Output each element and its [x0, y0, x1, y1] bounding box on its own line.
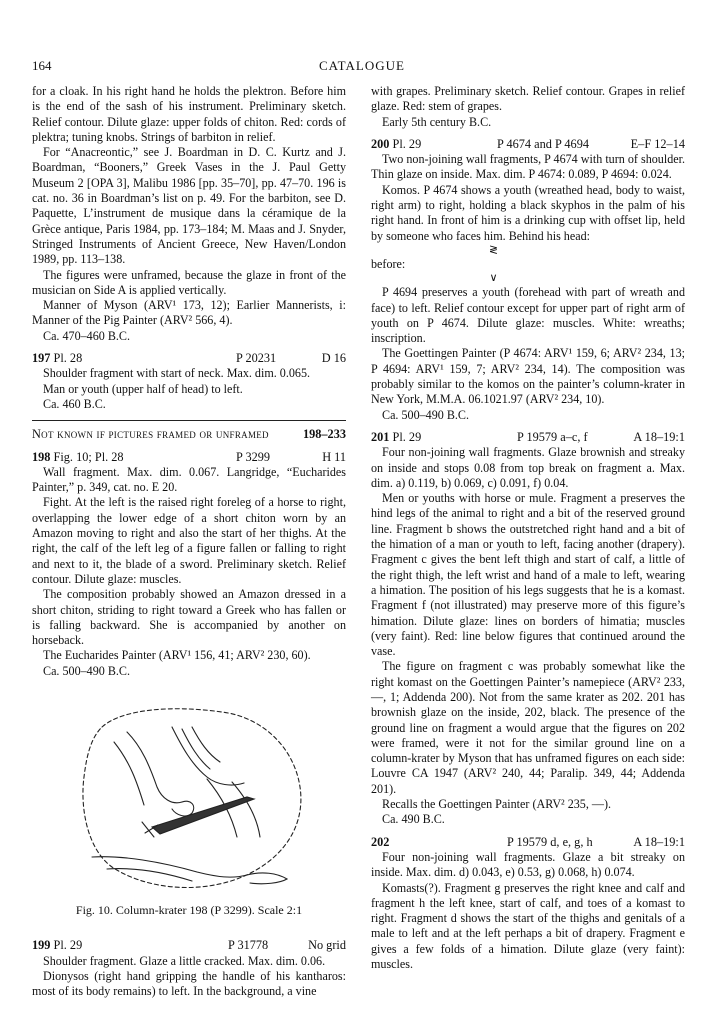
entry-header-202 — [371, 835, 685, 850]
figure-drawing — [32, 687, 346, 897]
page-number: 164 — [32, 58, 52, 73]
inscription-glyph: ≷ — [488, 243, 499, 256]
attribution: Manner of Myson (ARV¹ 173, 12); Earlier Mannerists, i: Manner of the Pig Painter (ARV² 566, 4). — [32, 298, 346, 328]
section-heading — [32, 427, 346, 442]
date: Ca. 500–490 B.C. — [43, 663, 131, 678]
paragraph: Man or youth (upper half of head) to left. — [43, 381, 243, 396]
paragraph: Shoulder fragment. Glaze a little cracked. Max. dim. 0.06. — [43, 953, 326, 968]
sword-blade — [152, 797, 254, 834]
paragraph: Men or youths with horse or mule. Fragment a preserves the hind legs of the animal to right and a bit of the reserved ground line. Fragment b shows the outstretched right hand and a bit of the himation of a man or youth to left, facing another (drapery). Fragment c gives the bent left thigh and start of calf, a little of the right thigh, the left wrist and hand of a male to left, wearing a himation. The position of his legs suggests that he is a komast. Fragment f (not illustrated) may preserve more of this figure’s himation. Dilute glaze: lines on borders of himatia; muscles (very faint). Red: line below figures that continued around the vase. — [371, 491, 685, 659]
plate-ref: Pl. 28 — [53, 351, 83, 366]
entry-header-201 — [371, 430, 685, 445]
paragraph: For “Anacreontic,” see J. Boardman in D. C. Kurtz and J. Boardman, “Booners,” Greek Vases in the J. Paul Getty Museum 2 [OPA 3], Malibu 1986 [pp. 35–70], pp. 47–70. 196 is cat. no. 36 in Boardman’s list on p. 49. For the barbiton, see D. Paquette, L’instrument de musique dans la céramique de la Grèce antique, Paris 1984, pp. 173–184; M. Maas and J. Snyder, Stringed Instruments of Ancient Greece, New Haven/London 1989, pp. 113–138. — [32, 145, 346, 267]
grid-ref: A 18–19:1 — [633, 429, 685, 444]
paragraph: Wall fragment. Max. dim. 0.067. Langridge, “Eucharides Painter,” p. 349, cat. no. E 20. — [32, 464, 346, 495]
entry-number: 198 — [32, 449, 51, 464]
attribution: Recalls the Goettingen Painter (ARV² 235, —). — [382, 797, 612, 812]
plate-ref: Pl. 29 — [392, 429, 422, 444]
paragraph: The composition probably showed an Amazon dressed in a short chiton, striding to right toward a Greek who has fallen or is falling backward. She is accompanied by another on horseback. — [32, 587, 346, 648]
entry-header-198 — [32, 450, 346, 465]
entry-number: 201 — [371, 429, 390, 444]
paragraph: Fight. At the left is the raised right foreleg of a horse to right, overlapping the lower edge of a short chiton worn by an Amazon moving to right and also the start of her thighs. At the right, the calf of the left leg of a figure fallen or falling to right and next to it, the blade of a sword. Preliminary sketch. Relief contour. Dilute glaze: muscles. — [32, 495, 346, 586]
paragraph: Four non-joining wall fragments. Glaze brownish and streaky on inside and stops 0.08 from top break on fragment a. Max. dim. a) 0.119, b) 0.069, c) 0.091, f) 0.04. — [371, 445, 685, 490]
grid-ref: No grid — [308, 938, 346, 953]
entry-number: 202 — [371, 834, 390, 849]
paragraph: Komasts(?). Fragment g preserves the right knee and calf and fragment h the left knee, start of calf, and toes of a komast to right. Fragment d shows the start of the thighs and genitals of a male to left and at the left perhaps a bit of drapery. Fragment e gives a few folds of a himation. Dilute glaze (very faint): muscles. — [371, 880, 685, 972]
paragraph: Dionysos (right hand gripping the handle of his kantharos: most of its body remains) to left. In the background, a vine — [32, 968, 346, 999]
date: Ca. 500–490 B.C. — [382, 407, 470, 422]
paragraph: The figures were unframed, because the glaze in front of the musician on Side A is applied vertically. — [32, 267, 346, 297]
entry-number: 200 — [371, 136, 390, 151]
plate-ref: Pl. 29 — [392, 136, 422, 151]
horse-leg — [127, 732, 182, 803]
inventory-number: P 31778 — [228, 938, 269, 953]
fragment-outline — [83, 709, 301, 888]
paragraph: for a cloak. In his right hand he holds the plektron. Before him is the end of the sash of his instrument. Preliminary sketch. Relief contour. Dilute glaze: upper folds of chiton. Red: cords of plektra; tuning knobs. Strings of barbiton in relief. — [32, 84, 346, 144]
attribution: The Goettingen Painter (P 4674: ARV¹ 159, 6; ARV² 234, 13; P 4694: ARV¹ 159, 7; ARV² 234, 14). The composition was probably similar to the komos on the painter’s column-krater in New York, M.M.A. 06.1021.97 (ARV² 234, 10). — [371, 346, 685, 407]
entry-number: 199 — [32, 938, 51, 953]
entry-header-199 — [32, 938, 346, 953]
inventory-number: P 19579 a–c, f — [517, 429, 588, 444]
date: Early 5th century B.C. — [382, 114, 492, 129]
plate-ref: Pl. 29 — [53, 938, 83, 953]
section-title: Not known if pictures framed or unframed — [32, 427, 269, 442]
plate-ref: Fig. 10; Pl. 28 — [53, 449, 124, 464]
chiton-edge — [172, 727, 244, 785]
paragraph: P 4694 preserves a youth (forehead with part of wreath and face) to left. Relief contour except for upper part of right arm of youth on P 4674. Dilute glaze: muscles. White: wreaths; inscription. — [371, 285, 685, 346]
figure-caption: Fig. 10. Column-krater 198 (P 3299). Scale 2:1 — [75, 902, 303, 917]
date: Ca. 460 B.C. — [43, 396, 106, 411]
date: Ca. 470–460 B.C. — [43, 328, 131, 343]
inventory-number: P 20231 — [236, 351, 277, 366]
date: Ca. 490 B.C. — [382, 812, 445, 827]
foot — [247, 873, 287, 884]
paragraph: The figure on fragment c was probably somewhat like the right komast on the Goettingen Painter’s namepiece (ARV² 233, —, 1; Addenda 200). Not from the same krater as 202. 201 has brownish glaze on the inside, 202, black. The presence of the ground line on fragment a would argue that the figures on 202 were framed, were it not for the similar ground line on a column-krater by Myson that has unframed figures on each side: Louvre CA 1947 (ARV² 240, 44; Paralip. 349, 44; Addenda 201). — [371, 659, 685, 796]
inventory-number: P 3299 — [236, 449, 271, 464]
grid-ref: D 16 — [321, 351, 346, 366]
paragraph: with grapes. Preliminary sketch. Relief contour. Grapes in relief glaze. Red: stem of grapes. — [371, 84, 685, 114]
inscription-glyph: ∨ — [489, 272, 498, 285]
entry-number: 197 — [32, 351, 51, 366]
paragraph: Shoulder fragment with start of neck. Max. dim. 0.065. — [43, 366, 311, 381]
right-column — [371, 84, 685, 972]
paragraph: Komos. P 4674 shows a youth (wreathed head, body to waist, right arm) to right, holding a black skyphos in the palm of his right hand. In front of him is a drinking cup with offset lip, held by someone who faces him. Behind his head: — [371, 182, 685, 243]
section-divider — [32, 420, 346, 421]
paragraph: Two non-joining wall fragments, P 4674 with turn of shoulder. Thin glaze on inside. Max. dim. P 4674: 0.089, P 4694: 0.024. — [371, 152, 685, 182]
chiton-folds — [182, 727, 220, 769]
calf-inner — [107, 869, 192, 881]
section-range: 198–233 — [302, 427, 346, 442]
paragraph: Four non-joining wall fragments. Glaze a bit streaky on inside. Max. dim. d) 0.043, e) 0.53, g) 0.068, h) 0.074. — [371, 849, 685, 880]
entry-header-197 — [32, 351, 346, 366]
sherd-drawing — [32, 687, 346, 897]
page-header — [32, 58, 692, 76]
grid-ref: E–F 12–14 — [630, 136, 685, 151]
attribution: The Eucharides Painter (ARV¹ 156, 41; ARV² 230, 60). — [43, 648, 311, 663]
inscription-label: before: — [371, 256, 406, 271]
left-column — [32, 84, 346, 999]
grid-ref: H 11 — [322, 449, 346, 464]
grid-ref: A 18–19:1 — [633, 834, 685, 849]
horse-leg-back — [114, 742, 144, 805]
hoof — [172, 801, 194, 816]
inventory-number: P 4674 and P 4694 — [497, 136, 590, 151]
running-title: CATALOGUE — [319, 58, 405, 73]
entry-header-200 — [371, 137, 685, 152]
calf — [92, 857, 247, 877]
inventory-number: P 19579 d, e, g, h — [507, 834, 593, 849]
